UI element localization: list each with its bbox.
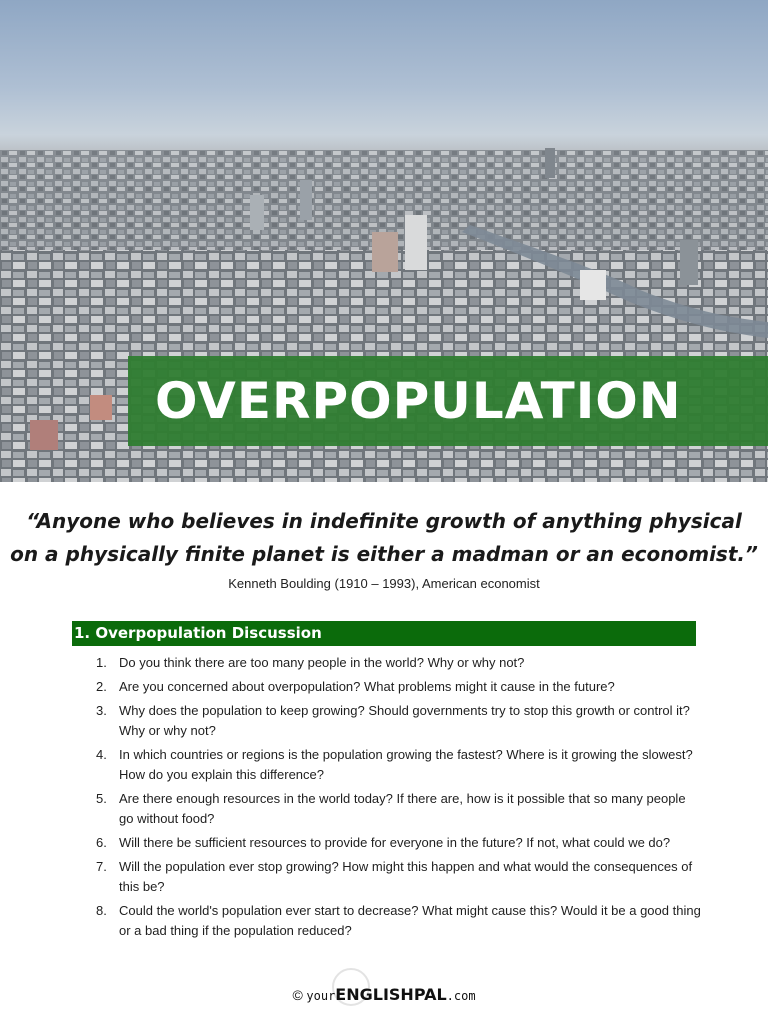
brand-english: ENGLISH	[335, 985, 414, 1004]
list-item	[72, 677, 702, 697]
item-number: 3.	[96, 703, 107, 718]
list-item	[72, 901, 702, 941]
item-number: 4.	[96, 747, 107, 762]
list-item	[72, 653, 702, 673]
list-item	[72, 745, 702, 785]
list-item	[72, 789, 702, 829]
item-number: 8.	[96, 903, 107, 918]
brand-your: your	[306, 989, 336, 1003]
item-number: 2.	[96, 679, 107, 694]
page-title: OVERPOPULATION	[155, 372, 682, 430]
item-text: Do you think there are too many people in the world? Why or why not?	[119, 655, 525, 670]
list-item	[72, 833, 702, 853]
item-number: 7.	[96, 859, 107, 874]
item-number: 1.	[96, 655, 107, 670]
brand-com: .com	[446, 989, 476, 1003]
item-number: 6.	[96, 835, 107, 850]
item-text: Will there be sufficient resources to provide for everyone in the future? If not, what could we do?	[119, 835, 671, 850]
quote	[0, 505, 768, 571]
list-item	[72, 701, 702, 741]
item-text: Could the world's population ever start to decrease? What might cause this? Would it be a good thing or a bad thing if the population reduced?	[119, 903, 701, 938]
item-text: Why does the population to keep growing? Should governments try to stop this growth or control it? Why or why not?	[119, 703, 690, 738]
brand-pal: PAL	[413, 985, 447, 1004]
item-number: 5.	[96, 791, 107, 806]
item-text: In which countries or regions is the population growing the fastest? Where is it growing the slowest? How do you explain this difference?	[119, 747, 693, 782]
footer	[0, 985, 768, 1004]
copyright-symbol: ©	[292, 987, 303, 1003]
quote-line-1: “Anyone who believes in indefinite growth of anything physical	[26, 509, 742, 533]
question-list	[72, 653, 702, 945]
item-text: Are there enough resources in the world today? If there are, how is it possible that so many people go without food?	[119, 791, 686, 826]
list-item	[72, 857, 702, 897]
quote-author: Kenneth Boulding (1910 – 1993), American economist	[228, 576, 540, 591]
quote-line-2: on a physically finite planet is either a madman or an economist.”	[10, 542, 758, 566]
section-title: 1. Overpopulation Discussion	[74, 624, 322, 642]
item-text: Will the population ever stop growing? How might this happen and what would the consequences of this be?	[119, 859, 693, 894]
item-text: Are you concerned about overpopulation? What problems might it cause in the future?	[119, 679, 615, 694]
